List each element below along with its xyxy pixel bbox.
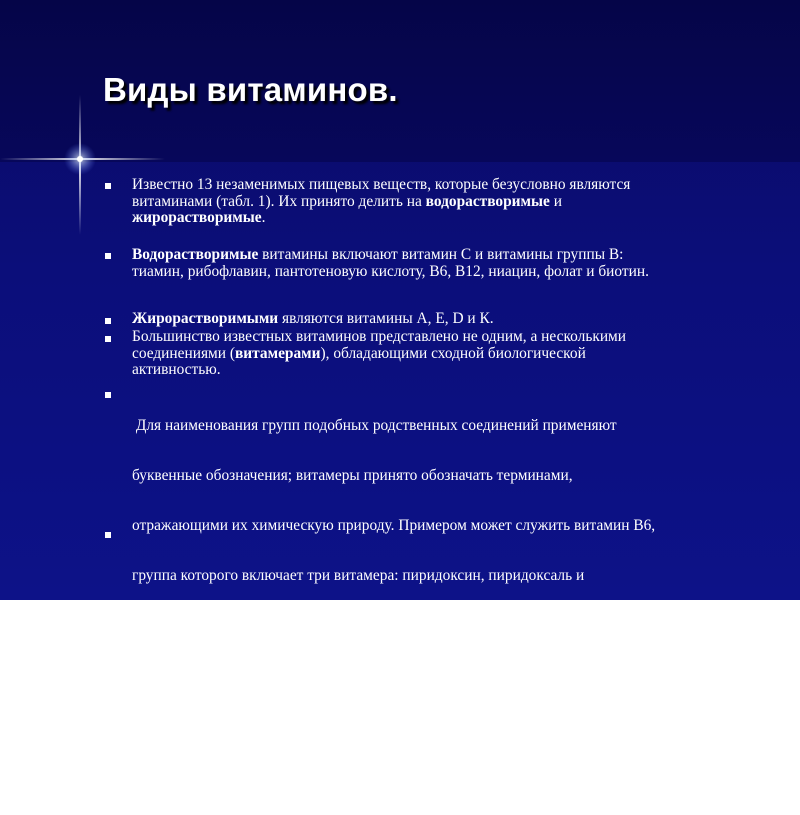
item-line: Большинство известных витаминов представлено не одним, а несколькими [132,328,627,345]
item-text: ), обладающими сходной биологической [320,344,586,362]
item-text: витамины включают витамин С и витамины группы В: [258,246,624,263]
item-line: отражающими их химическую природу. Примером может служить витамин В6, [132,516,656,534]
square-bullet-icon [105,318,111,324]
item-term: витамерами [234,344,321,362]
item-term: водорастворимые [425,192,550,210]
item-line: тиамин, рибофлавин, пантотеновую кислоту, В6, В12, ниацин, фолат и биотин. [132,262,649,280]
item-line [132,210,630,227]
item-text: витаминами (табл. 1). Их принято делить на [132,192,426,210]
item-term: Жирорастворимыми [132,310,279,327]
page-title: Виды витаминов. [103,71,398,108]
square-bullet-icon [105,532,111,538]
item-line [132,346,626,363]
list-item [132,329,626,379]
item-line: пиридоксамин. [132,616,231,634]
item-text: являются витамины А, Е, D и К. [278,310,494,327]
item-line: Известно 13 незаменимых пищевых веществ, которые безусловно являются [132,176,631,193]
square-bullet-icon [105,183,111,189]
list-item [132,247,649,280]
item-line: Для наименования групп подобных родственных соединений применяют [132,417,617,435]
item-line: активностью. [132,361,221,379]
item-line: группа которого включает три витамера: пиридоксин, пиридоксаль и [132,566,585,584]
list-item [132,385,655,815]
square-bullet-icon [105,253,111,259]
item-line: буквенные обозначения; витамеры принято обозначать терминами, [132,466,573,484]
item-line [132,247,649,264]
item-term: жирорастворимые [132,209,262,227]
item-term: Водорастворимые [132,246,259,263]
square-bullet-icon [105,392,111,398]
item-line: Принятая терминология не является общепризнанной, поэтому допускаются [132,714,636,732]
item-line [132,194,630,211]
square-bullet-icon [105,336,111,342]
item-text: и [549,192,562,210]
spacer [132,667,655,682]
list-item [132,177,630,227]
item-line: разнообразные обозначения витаминов, за исключением устаревших. [132,764,589,782]
item-text: . [261,209,266,227]
item-text: соединениями ( [132,344,235,362]
list-item [132,311,494,328]
item-line [132,311,494,328]
